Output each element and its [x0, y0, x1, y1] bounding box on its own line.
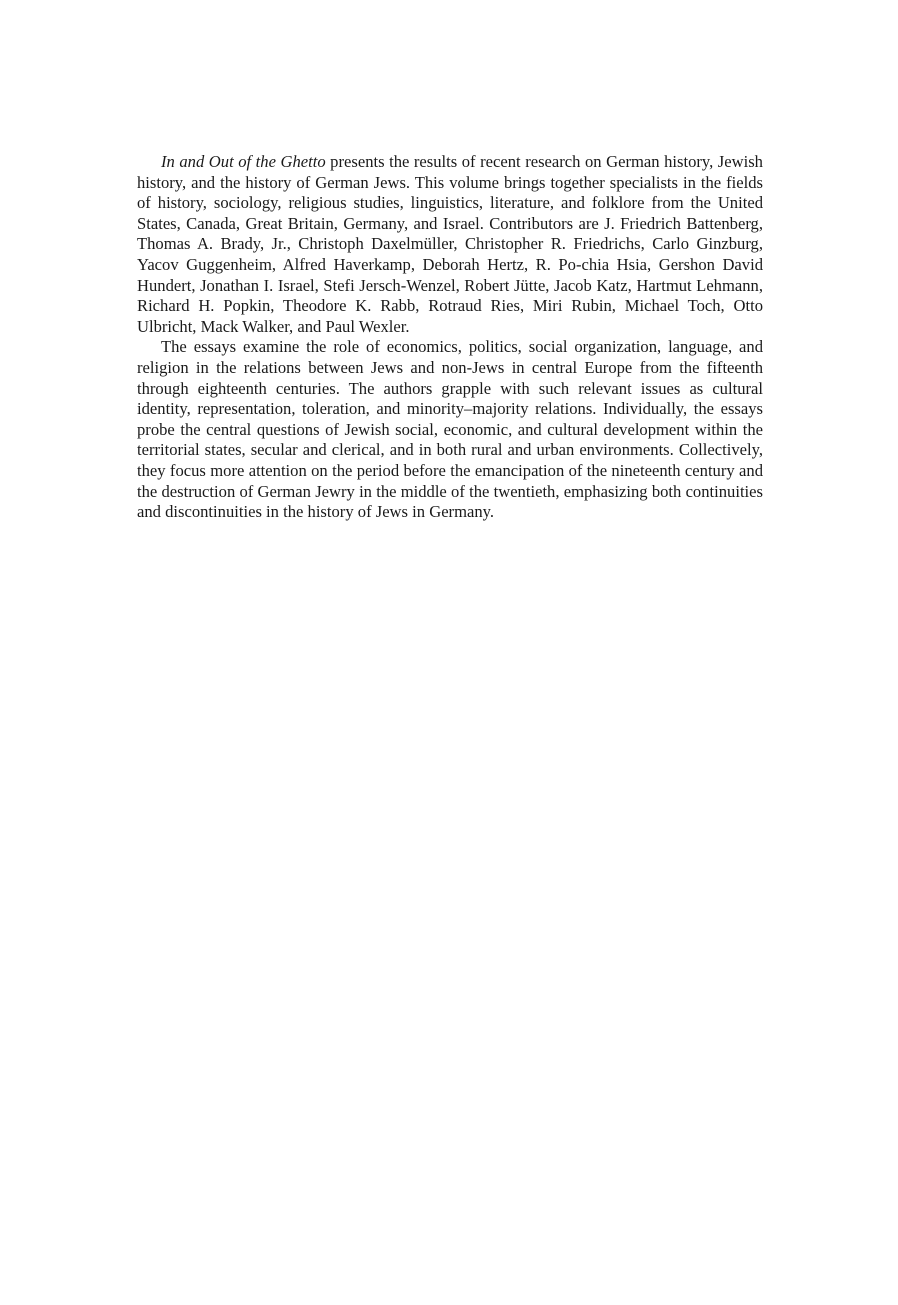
book-title: In and Out of the Ghetto	[161, 152, 326, 171]
paragraph-2-text: The essays examine the role of economics, politics, social organization, language, and religion in the relations between Jews and non-Jews in central Europe from the fifteenth through eighteenth centuries. The authors grapple with such relevant issues as cultural identity, representation, toleration, and minority–majority relations. Individually, the essays probe the central questions of Jewish social, economic, and cultural development within the territorial states, secular and clerical, and in both rural and urban environments. Collectively, they focus more attention on the period before the emancipation of the nineteenth century and the destruction of German Jewry in the middle of the twentieth, emphasizing both continuities and discontinuities in the history of Jews in Germany.	[137, 337, 763, 522]
paragraph-1-text: presents the results of recent research on German history, Jewish history, and the history of German Jews. This volume brings together specialists in the fields of history, sociology, religious studies, linguistics, literature, and folklore from the United States, Canada, Great Britain, Germany, and Israel. Contributors are J. Friedrich Battenberg, Thomas A. Brady, Jr., Christoph Daxelmüller, Christopher R. Friedrichs, Carlo Ginzburg, Yacov Guggenheim, Alfred Haverkamp, Deborah Hertz, R. Po-chia Hsia, Gershon David Hundert, Jonathan I. Israel, Stefi Jersch-Wenzel, Robert Jütte, Jacob Katz, Hartmut Lehmann, Richard H. Popkin, Theodore K. Rabb, Rotraud Ries, Miri Rubin, Michael Toch, Otto Ulbricht, Mack Walker, and Paul Wexler.	[137, 152, 763, 336]
body-text	[137, 152, 763, 523]
paragraph-2	[137, 337, 763, 522]
paragraph-1	[137, 152, 763, 337]
